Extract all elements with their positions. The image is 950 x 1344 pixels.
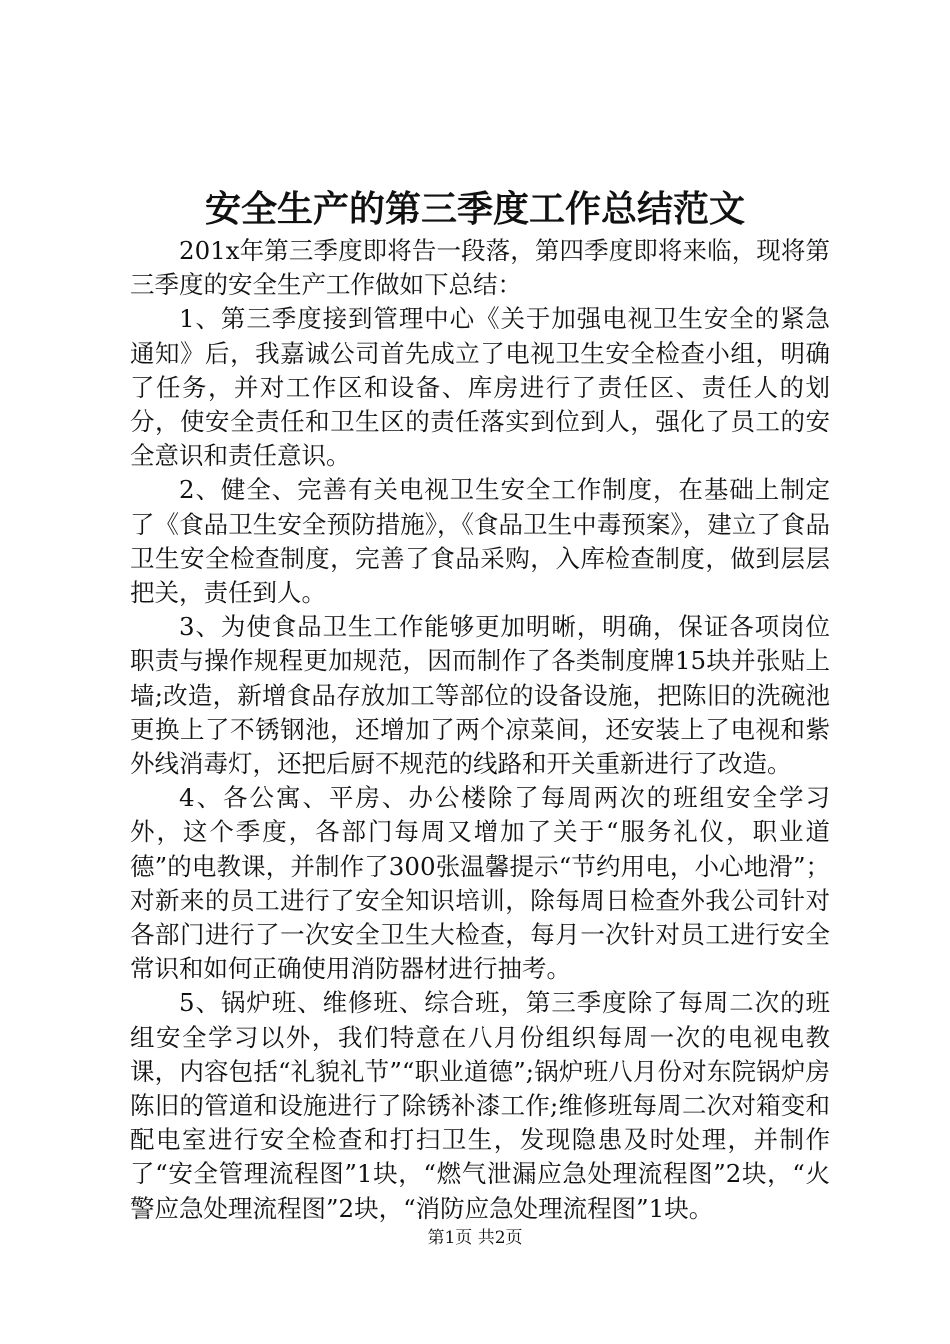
- paragraph-item-1: 1、第三季度接到管理中心《关于加强电视卫生安全的紧急通知》后，我嘉诚公司首先成立了电视卫生安全检查小组，明确了任务，并对工作区和设备、库房进行了责任区、责任人的划分，使安全责任和卫生区的责任落实到位到人，强化了员工的安全意识和责任意识。: [130, 304, 830, 471]
- paragraph-item-2: 2、健全、完善有关电视卫生安全工作制度，在基础上制定了《食品卫生安全预防措施》，《食品卫生中毒预案》，建立了食品卫生安全检查制度，完善了食品采购，入库检查制度，做到层层把关，责任到人。: [130, 475, 830, 608]
- paragraph-item-3: 3、为使食品卫生工作能够更加明晰，明确，保证各项岗位职责与操作规程更加规范，因而制作了各类制度牌15块并张贴上墙;改造，新增食品存放加工等部位的设备设施，把陈旧的洗碗池更换上了不锈钢池，还增加了两个凉菜间，还安装上了电视和紫外线消毒灯，还把后厨不规范的线路和开关重新进行了改造。: [130, 612, 830, 779]
- document-body: [130, 234, 830, 1226]
- document-title: 安全生产的第三季度工作总结范文: [204, 188, 745, 230]
- page-number-footer: 第1页 共2页: [427, 1228, 523, 1248]
- paragraph-item-5: 5、锅炉班、维修班、综合班，第三季度除了每周二次的班组安全学习以外，我们特意在八月份组织每周一次的电视电教课，内容包括“礼貌礼节”“职业道德”;锅炉班八月份对东院锅炉房陈旧的管道和设施进行了除锈补漆工作;维修班每周二次对箱变和配电室进行安全检查和打扫卫生，发现隐患及时处理，并制作了“安全管理流程图”1块，“燃气泄漏应急处理流程图”2块，“火警应急处理流程图”2块，“消防应急处理流程图”1块。: [130, 988, 830, 1223]
- intro-paragraph: 201x年第三季度即将告一段落，第四季度即将来临，现将第三季度的安全生产工作做如下总结：: [130, 236, 830, 300]
- paragraph-item-4: 4、各公寓、平房、办公楼除了每周两次的班组安全学习外，这个季度，各部门每周又增加了关于“服务礼仪，职业道德”的电教课，并制作了300张温馨提示“节约用电，小心地滑”；对新来的员工进行了安全知识培训，除每周日检查外我公司针对各部门进行了一次安全卫生大检查，每月一次针对员工进行安全常识和如何正确使用消防器材进行抽考。: [130, 783, 830, 984]
